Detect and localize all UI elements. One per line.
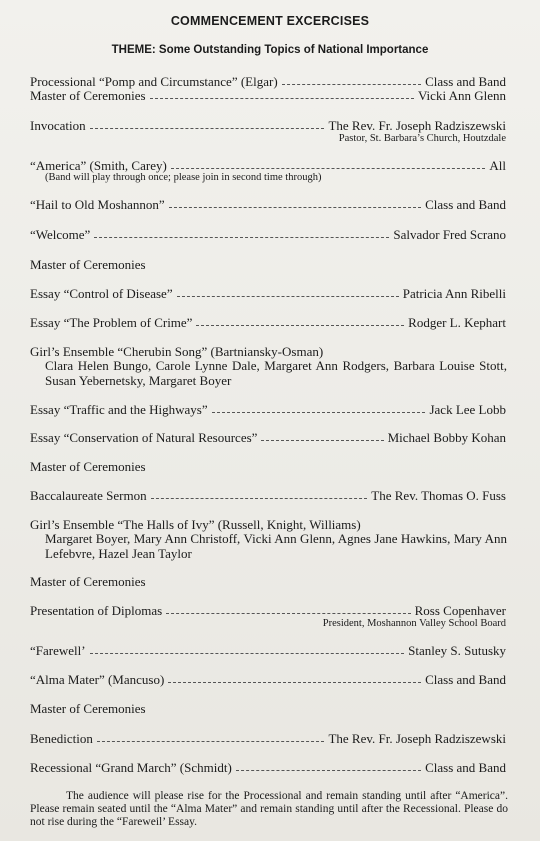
program-item-title: Girl’s Ensemble “Cherubin Song” (Bartniansky-Osman) xyxy=(30,344,324,359)
program-item-title: Essay “Traffic and the Highways” xyxy=(30,402,208,417)
program-item-performer: Rodger L. Kephart xyxy=(408,315,506,330)
program-item-performer: The Rev. Fr. Joseph Radziszewski xyxy=(328,118,506,133)
program-item-performer: Salvador Fred Scrano xyxy=(393,227,506,242)
program-item-title: Processional “Pomp and Circumstance” (Elgar) xyxy=(30,74,278,89)
leader-dashes xyxy=(90,128,325,129)
program-item-master-of-ceremonies xyxy=(30,701,506,716)
program-item-performer: Stanley S. Sutusky xyxy=(408,643,506,658)
program-item-title: “America” (Smith, Carey) xyxy=(30,158,167,173)
program-item-cherubin-song xyxy=(30,344,506,359)
leader-dashes xyxy=(236,770,421,771)
program-item-title: Master of Ceremonies xyxy=(30,88,146,103)
program-item-performer: The Rev. Thomas O. Fuss xyxy=(371,488,506,503)
program-item-performer: Class and Band xyxy=(425,74,506,89)
program-item-title: Essay “Control of Disease” xyxy=(30,286,173,301)
program-item-subtitle: President, Moshannon Valley School Board xyxy=(322,618,506,629)
program-item-performer: The Rev. Fr. Joseph Radziszewski xyxy=(328,731,506,746)
program-item-title: “Hail to Old Moshannon” xyxy=(30,197,165,212)
program-item-performer: Class and Band xyxy=(425,672,506,687)
leader-dashes xyxy=(166,613,410,614)
program-item-master-of-ceremonies xyxy=(30,459,506,474)
program-item-title: Presentation of Diplomas xyxy=(30,603,163,618)
leader-dashes xyxy=(177,296,399,297)
program-item-master-of-ceremonies xyxy=(30,574,506,589)
program-item-note: (Band will play through once; please join in second time through) xyxy=(45,172,322,183)
program-item-title: “Welcome” xyxy=(30,227,91,242)
leader-dashes xyxy=(169,207,421,208)
program-item-hail-to-old-moshannon xyxy=(30,197,506,212)
program-item-title: Essay “Conservation of Natural Resources” xyxy=(30,430,258,445)
leader-dashes xyxy=(94,237,389,238)
program-item-performer: Jack Lee Lobb xyxy=(429,402,506,417)
program-item-performer: Vicki Ann Glenn xyxy=(417,88,506,103)
program-item-master-of-ceremonies xyxy=(30,257,506,272)
program-item-welcome xyxy=(30,227,506,242)
page-title: COMMENCEMENT EXCERCISES xyxy=(170,14,370,28)
program-item-title: Girl’s Ensemble “The Halls of Ivy” (Russell, Knight, Williams) xyxy=(30,517,361,532)
program-item-title: “Alma Mater” (Mancuso) xyxy=(30,672,165,687)
program-item-performer: Michael Bobby Kohan xyxy=(387,430,506,445)
program-item-performer: Class and Band xyxy=(425,197,506,212)
audience-instructions: The audience will please rise for the Processional and remain standing until after “America”. Please remain seated until the “Alma Mater” and remain standing until after the Recessional. Please do not rise during the “Fareweil’ Essay. xyxy=(30,790,508,828)
program-item-performer: All xyxy=(489,158,506,173)
program-item-performer: Patricia Ann Ribelli xyxy=(402,286,506,301)
theme-heading: THEME: Some Outstanding Topics of National Importance xyxy=(111,44,429,56)
program-item-recessional xyxy=(30,760,506,775)
program-item-title: Master of Ceremonies xyxy=(30,701,146,716)
program-item-master-of-ceremonies xyxy=(30,88,506,103)
program-item-essay-traffic xyxy=(30,402,506,417)
leader-dashes xyxy=(171,168,486,169)
program-item-performer: Ross Copenhaver xyxy=(414,603,506,618)
program-item-title: Invocation xyxy=(30,118,86,133)
program-item-essay-crime xyxy=(30,315,506,330)
program-item-title: Master of Ceremonies xyxy=(30,257,146,272)
program-item-processional xyxy=(30,74,506,89)
leader-dashes xyxy=(150,98,414,99)
leader-dashes xyxy=(212,412,426,413)
program-item-title: Recessional “Grand March” (Schmidt) xyxy=(30,760,232,775)
program-item-title: “Farewell’ xyxy=(30,643,86,658)
program-item-title: Essay “The Problem of Crime” xyxy=(30,315,193,330)
program-item-title: Master of Ceremonies xyxy=(30,459,146,474)
leader-dashes xyxy=(196,325,404,326)
leader-dashes xyxy=(168,682,421,683)
program-item-essay-conservation xyxy=(30,430,506,445)
program-item-title: Benediction xyxy=(30,731,93,746)
ensemble-members: Margaret Boyer, Mary Ann Christoff, Vicki Ann Glenn, Agnes Jane Hawkins, Mary Ann Lefebvre, Hazel Jean Taylor xyxy=(45,531,507,561)
program-item-title: Baccalaureate Sermon xyxy=(30,488,147,503)
program-item-invocation xyxy=(30,118,506,133)
leader-dashes xyxy=(97,741,325,742)
program-item-subtitle: Pastor, St. Barbara’s Church, Houtzdale xyxy=(338,133,506,144)
leader-dashes xyxy=(261,440,383,441)
program-item-farewell xyxy=(30,643,506,658)
leader-dashes xyxy=(90,653,405,654)
program-item-benediction xyxy=(30,731,506,746)
program-item-title: Master of Ceremonies xyxy=(30,574,146,589)
program-item-essay-disease xyxy=(30,286,506,301)
leader-dashes xyxy=(282,84,421,85)
program-item-baccalaureate-sermon xyxy=(30,488,506,503)
program-item-halls-of-ivy xyxy=(30,517,506,532)
program-item-performer: Class and Band xyxy=(425,760,506,775)
program-item-america xyxy=(30,158,506,173)
program-item-presentation-of-diplomas xyxy=(30,603,506,618)
ensemble-members: Clara Helen Bungo, Carole Lynne Dale, Margaret Ann Rodgers, Barbara Louise Stott, Susan Yebernetsky, Margaret Boyer xyxy=(45,358,507,388)
program-item-alma-mater xyxy=(30,672,506,687)
leader-dashes xyxy=(151,498,368,499)
